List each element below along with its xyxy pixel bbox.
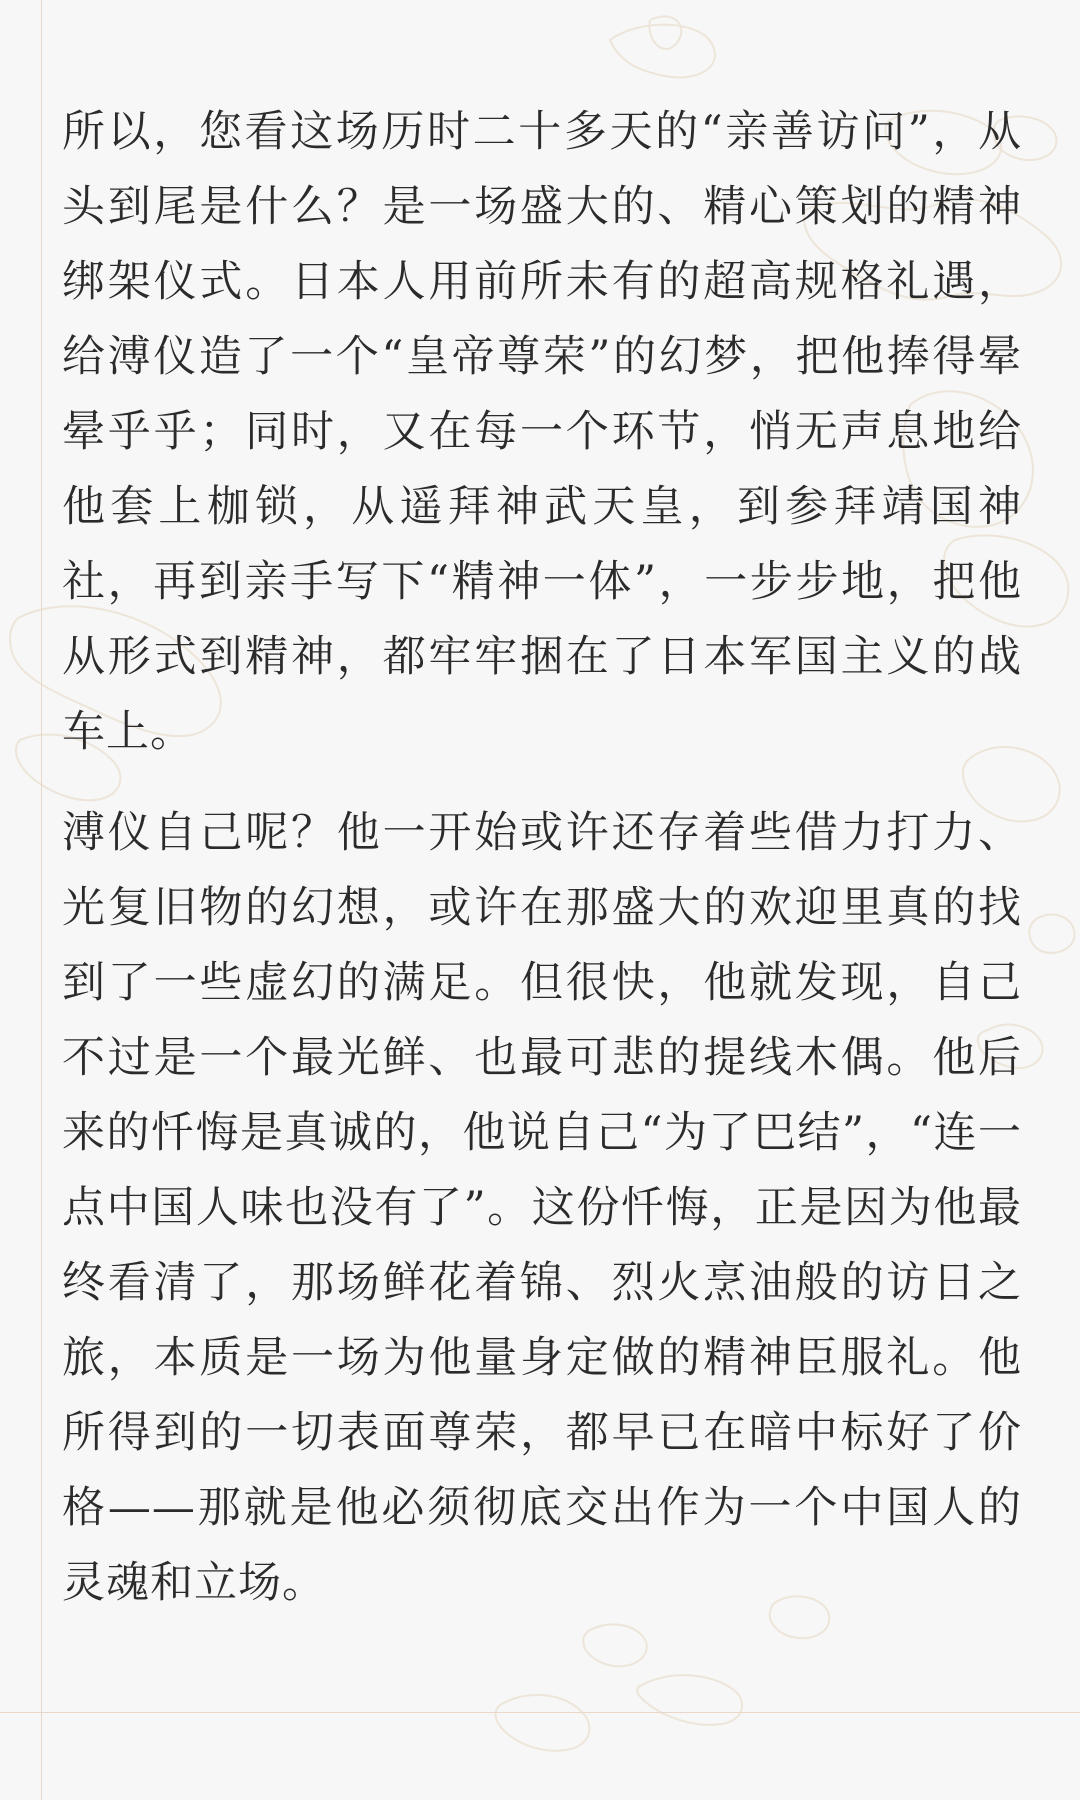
paragraph-2: 溥仪自己呢？他一开始或许还存着些借力打力、光复旧物的幻想，或许在那盛大的欢迎里真的找到了一些虚幻的满足。但很快，他就发现，自己不过是一个最光鲜、也最可悲的提线木偶。他后来的忏悔是真诚的，他说自己“为了巴结”，“连一点中国人味也没有了”。这份忏悔，正是因为他最终看清了，那场鲜花着锦、烈火烹油般的访日之旅，本质是一场为他量身定做的精神臣服礼。他所得到的一切表面尊荣，都早已在暗中标好了价格——那就是他必须彻底交出作为一个中国人的灵魂和立场。 — [62, 808, 1022, 1608]
bottom-margin-line — [0, 1712, 1080, 1713]
paragraph-1: 所以，您看这场历时二十多天的“亲善访问”，从头到尾是什么？是一场盛大的、精心策划的精神绑架仪式。日本人用前所未有的超高规格礼遇，给溥仪造了一个“皇帝尊荣”的幻梦，把他捧得晕晕乎乎；同时，又在每一个环节，悄无声息地给他套上枷锁，从遥拜神武天皇，到参拜靖国神社，再到亲手写下“精神一体”，一步步地，把他从形式到精神，都牢牢捆在了日本军国主义的战车上。 — [62, 107, 1022, 757]
left-margin-line — [41, 0, 42, 1800]
article-content — [62, 95, 1022, 1647]
